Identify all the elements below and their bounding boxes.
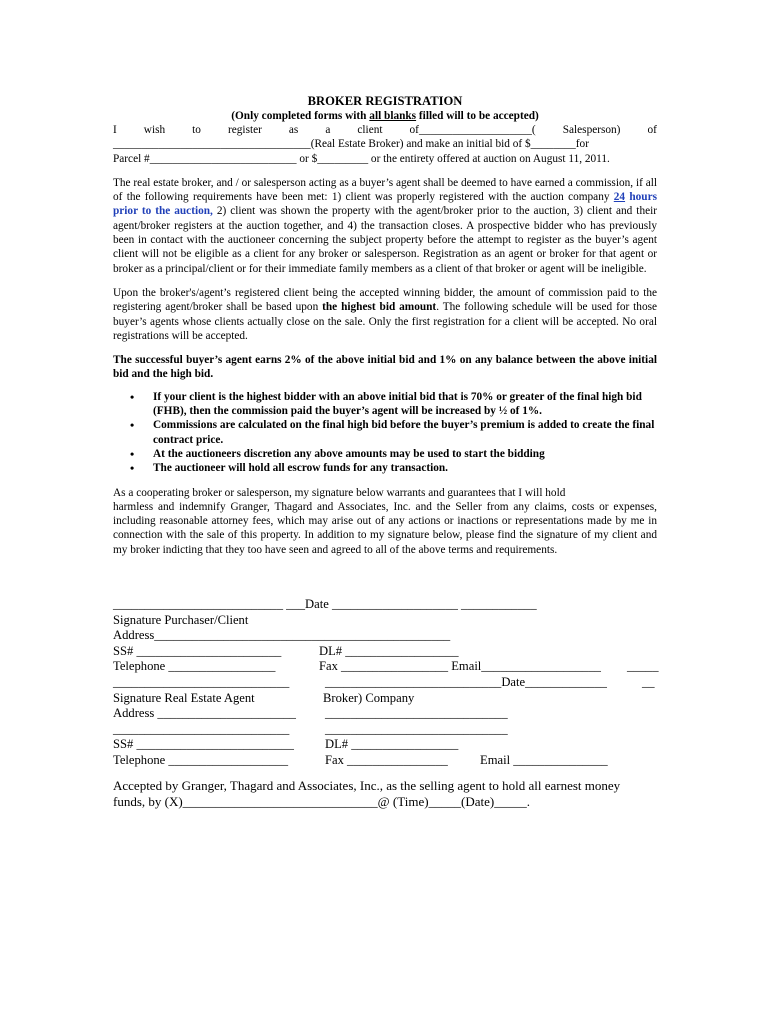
terms-list	[113, 390, 657, 476]
client-ids-row	[113, 644, 658, 660]
intro-word: client	[357, 124, 383, 136]
intro-line-1	[113, 123, 657, 137]
agent-email-field[interactable]: Email _______________	[480, 752, 608, 767]
intro-word: a	[325, 124, 331, 136]
bullet-icon: •	[130, 418, 135, 433]
document-subtitle	[113, 109, 657, 123]
agent-label-row	[113, 691, 658, 707]
intro-word: of	[647, 124, 657, 136]
hours-text: hours prior to the auction,	[113, 191, 657, 218]
broker-extra-field[interactable]: __	[642, 674, 655, 689]
warranty-text: harmless and indemnify Granger, Thagard and Associates, Inc. and the Seller from any claims, costs or expenses, including reasonable attorney fees, which may arise out of any actions or inactions or representations made by me in connection with the sale of this property. In addition to my signature below, please find the signature of my client and my broker indicting that they too have seen and agreed to all of the above terms and requirements.	[113, 500, 657, 556]
agent-signature-label: Signature Real Estate Agent	[113, 690, 255, 705]
broker-signature-date-field[interactable]: ____________________________Date_____________	[325, 674, 607, 689]
agent-address-row-2	[113, 722, 658, 738]
intro-line-3[interactable]: Parcel #__________________________ or $_________ or the entirety offered at auction on August 11, 2011.	[113, 152, 610, 165]
agent-address-line-2[interactable]: ____________________________	[113, 721, 290, 736]
agent-address-field[interactable]: Address ______________________	[113, 706, 296, 721]
agent-telephone-field[interactable]: Telephone ___________________	[113, 752, 289, 767]
intro-word: register	[228, 124, 262, 136]
intro-word: to	[192, 124, 201, 136]
paragraph-text: The real estate broker, and / or salesperson acting as a buyer’s agent shall be deemed to have earned a commission, if all of the following requirements have been met: 1) client was properly registered with the auction company	[113, 176, 657, 204]
acceptance-block	[113, 778, 658, 810]
client-contact-row	[113, 659, 658, 675]
intro-word: wish	[143, 124, 166, 136]
broker-address-line-2[interactable]: _____________________________	[325, 721, 508, 736]
client-address-field[interactable]: Address_______________________________________________	[113, 628, 451, 643]
paragraph-text: 2) client was shown the property with the agent/broker prior to the auction, 3) client and their agent/broker registers at the auction together, and 4) the transaction closes. A prospective bidder who has previously been in contact with the auctioneer concerning the subject property before the attempt to register as the buyer’s agent client will not be eligible as a client for any broker or salesperson. Registration as an agent or broker for that agent or broker as a principal/client or for their immediate family members as a client of that broker or agent will be ineligible.	[113, 205, 658, 275]
salesperson-blank[interactable]: of____________________(	[409, 124, 536, 136]
signature-block	[113, 597, 658, 769]
bullet-icon: •	[130, 446, 135, 461]
list-item-text: Commissions are calculated on the final high bid before the buyer’s premium is added to create the final contract price.	[153, 419, 655, 446]
subtitle-underlined: all blanks	[369, 110, 417, 122]
list-item-text: The auctioneer will hold all escrow funds for any transaction.	[153, 462, 448, 475]
intro-word: I	[113, 124, 117, 136]
acceptance-line-2[interactable]: funds, by (X)______________________________@ (Time)_____(Date)_____.	[113, 794, 530, 809]
paragraph-text: . The following schedule will be used for those buyer’s agents whose clients actually close on the sale. Only the first registration for a client will be accepted. No oral registrations will be accepted.	[113, 301, 658, 342]
client-signature-row[interactable]	[113, 597, 658, 613]
client-signature-label-row	[113, 613, 658, 629]
client-ss-field[interactable]: SS# _______________________	[113, 643, 282, 658]
list-item-text: If your client is the highest bidder with an above initial bid that is 70% or greater of the final high bid (FHB), then the commission paid the buyer’s agent will be increased by ½ of 1%.	[153, 390, 642, 418]
hours-number: 24	[613, 191, 626, 204]
broker-company-label: Broker) Company	[323, 690, 415, 705]
client-email-extra-field[interactable]: _____	[627, 659, 659, 674]
subtitle-text-end: filled will to be accepted)	[416, 110, 539, 122]
schedule-paragraph	[113, 286, 657, 343]
bullet-icon: •	[130, 389, 135, 404]
agent-ss-field[interactable]: SS# _________________________	[113, 737, 294, 752]
list-item	[113, 461, 657, 475]
intro-word: Salesperson)	[562, 124, 621, 136]
agent-ids-row	[113, 737, 658, 753]
intro-line-2[interactable]: ___________________________________(Real Estate Broker) and make an initial bid of $________for	[113, 138, 589, 151]
agent-address-row	[113, 706, 658, 722]
agent-dl-field[interactable]: DL# _________________	[325, 737, 459, 752]
agent-signature-field[interactable]: ____________________________	[113, 674, 290, 689]
registration-body	[113, 94, 657, 557]
client-fax-email-field[interactable]: Fax _________________ Email___________________	[319, 659, 601, 674]
client-dl-field[interactable]: DL# __________________	[319, 643, 459, 658]
list-item-text: At the auctioneers discretion any above amounts may be used to start the bidding	[153, 447, 545, 460]
agent-fax-field[interactable]: Fax ________________	[325, 752, 448, 767]
warranty-line-1: As a cooperating broker or salesperson, my signature below warrants and guarantees that I will hold	[113, 486, 566, 499]
highest-bid-text: the highest bid amount	[322, 301, 437, 314]
client-telephone-field[interactable]: Telephone _________________	[113, 659, 276, 674]
subtitle-text: (Only completed forms with	[231, 110, 370, 122]
client-signature-date-field[interactable]: ___________________________ ___Date ____________________ ____________	[113, 597, 537, 611]
client-address-row[interactable]	[113, 628, 658, 644]
earnings-paragraph: The successful buyer’s agent earns 2% of the above initial bid and 1% on any balance between the above initial bid and the high bid.	[113, 354, 657, 381]
broker-address-field[interactable]: _____________________________	[325, 706, 508, 721]
paragraph-text: Upon the broker's/agent’s registered client being the accepted winning bidder, the amount of commission paid to the registering agent/broker shall be based upon	[113, 286, 657, 314]
commission-paragraph	[113, 176, 657, 276]
client-signature-label: Signature Purchaser/Client	[113, 612, 249, 627]
list-item	[113, 447, 657, 461]
acceptance-line-1: Accepted by Granger, Thagard and Associates, Inc., as the selling agent to hold all earnest money	[113, 778, 621, 793]
list-item	[113, 418, 657, 447]
intro-word: as	[288, 124, 299, 136]
document-title: BROKER REGISTRATION	[307, 94, 463, 108]
agent-signature-row	[113, 675, 658, 691]
warranty-paragraph	[113, 486, 657, 557]
list-item	[113, 390, 657, 419]
bullet-icon: •	[130, 461, 135, 476]
agent-contact-row	[113, 753, 658, 769]
